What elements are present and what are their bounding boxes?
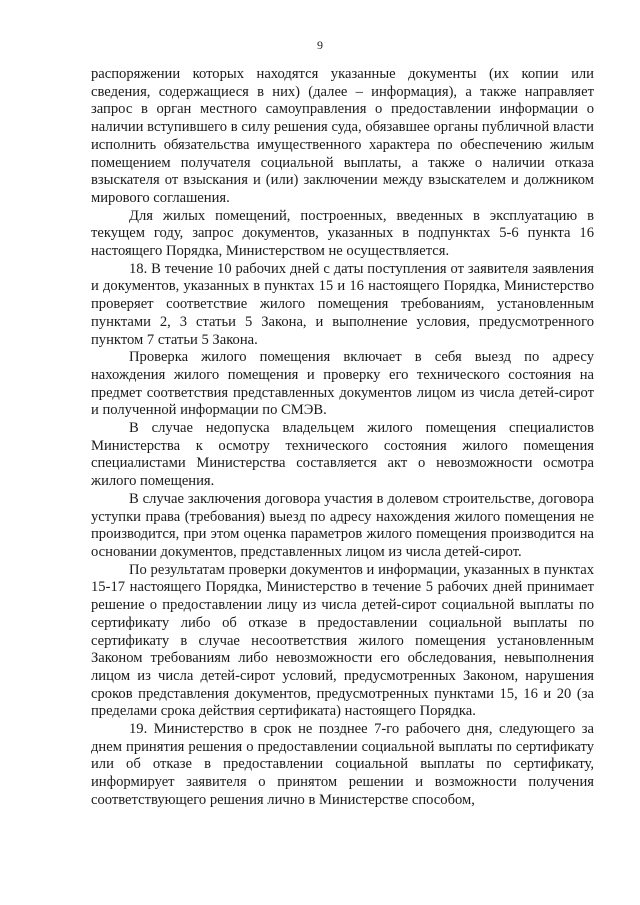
paragraph-continuation: распоряжении которых находятся указанные документы (их копии или сведения, содержащиеся в них) (далее – информация), а также направляет запрос в орган местного самоуправления о предоставлении информации о наличии вступившего в силу решения суда, обязавшее органы публичной власти исполнить обязательства имущественного характера по обеспечению жилым помещением получателя социальной выплаты, а также о наличии отказа взыскателя от взыскания и (или) заключении между взыскателем и должником мирового соглашения.	[91, 66, 594, 206]
paragraph: В случае заключения договора участия в долевом строительстве, договора уступки права (требования) выезд по адресу нахождения жилого помещения не производится, при этом оценка параметров жилого помещения производится на основании документов, представленных лицом из числа детей-сирот.	[91, 490, 594, 560]
paragraph: Проверка жилого помещения включает в себя выезд по адресу нахождения жилого помещения и проверку его технического состояния на предмет соответствия представленных документов лицом из числа детей-сирот и полученной информации по СМЭВ.	[91, 349, 594, 419]
paragraph-item-19: 19. Министерство в срок не позднее 7-го рабочего дня, следующего за днем принятия решения о предоставлении социальной выплаты по сертификату или об отказе в предоставлении социальной выплаты по сертификату, информирует заявителя о принятом решении и возможности получения соответствующего решения лично в Министерстве способом,	[91, 721, 594, 808]
paragraph: В случае недопуска владельцем жилого помещения специалистов Министерства к осмотру технического состояния жилого помещения специалистами Министерства составляется акт о невозможности осмотра жилого помещения.	[91, 420, 594, 490]
paragraph-item-18: 18. В течение 10 рабочих дней с даты поступления от заявителя заявления и документов, указанных в пунктах 15 и 16 настоящего Порядка, Министерство проверяет соответствие жилого помещения требованиям, установленным пунктами 2, 3 статьи 5 Закона, и выполнение условия, предусмотренного пунктом 7 статьи 5 Закона.	[91, 260, 594, 348]
page-number: 9	[317, 38, 323, 52]
paragraph: Для жилых помещений, построенных, введенных в эксплуатацию в текущем году, запрос документов, указанных в подпунктах 5-6 пункта 16 настоящего Порядка, Министерством не осуществляется.	[91, 207, 594, 260]
paragraph: По результатам проверки документов и информации, указанных в пунктах 15-17 настоящего Порядка, Министерство в течение 5 рабочих дней принимает решение о предоставлении лицу из числа детей-сирот социальной выплаты по сертификату либо об отказе в предоставлении социальной выплаты по сертификату в случае несоответствия жилого помещения установленным Законом требованиям либо невозможности его обследования, невыполнения лицом из числа детей-сирот условий, предусмотренных Законом, нарушения сроков представления документов, предусмотренных пунктами 15, 16 и 20 (за пределами срока действия сертификата) настоящего Порядка.	[91, 561, 594, 720]
document-body	[91, 66, 594, 810]
